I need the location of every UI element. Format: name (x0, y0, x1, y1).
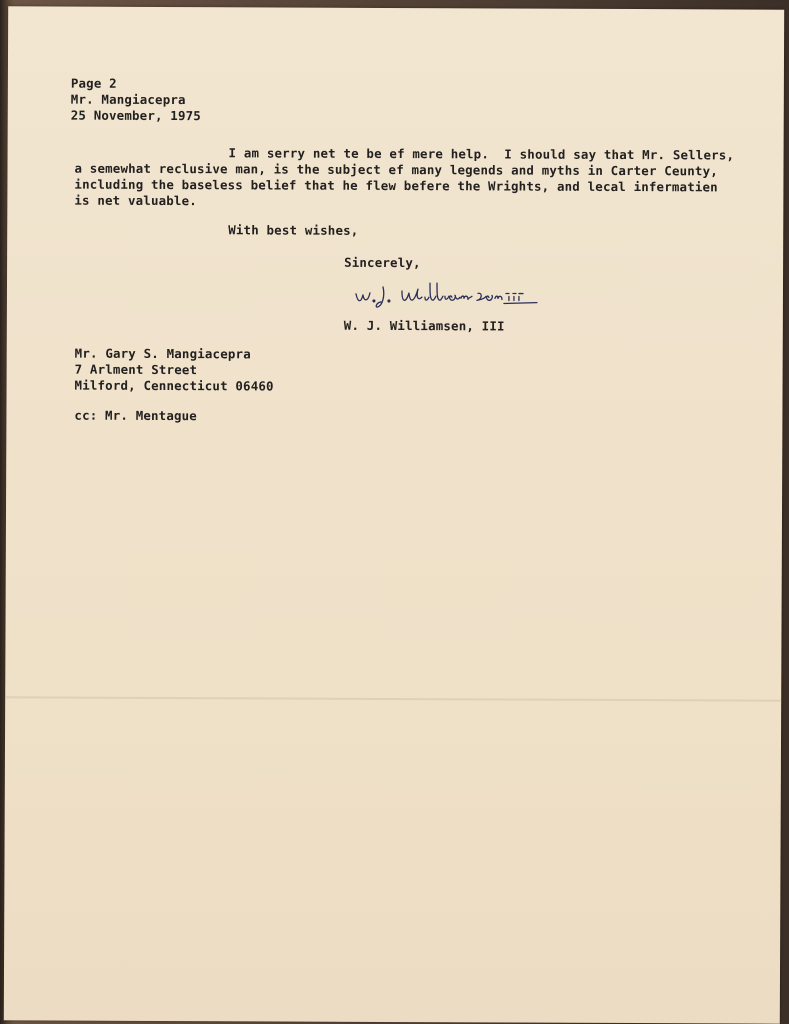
closing-sincerely: Sincerely, (344, 254, 421, 271)
signer-name: W. J. Williamsen, III (343, 317, 505, 334)
cc-line: cc: Mr. Mentague (74, 407, 198, 424)
body-line-1: I am serry net te be ef mere help. I should say that Mr. Sellers, (228, 145, 735, 163)
body-line-4: is net valuable. (74, 192, 197, 209)
page-number: Page 2 (70, 75, 117, 91)
header-recipient: Mr. Mangiacepra (70, 91, 186, 108)
body-line-3: including the baseless belief that he flew befere the Wrights, and lecal infermatien (74, 176, 718, 195)
closing-wishes: With best wishes, (228, 222, 359, 238)
address-name: Mr. Gary S. Mangiacepra (74, 345, 251, 362)
address-street: 7 Arlment Street (74, 361, 198, 378)
handwritten-signature (352, 279, 542, 312)
address-city: Milford, Cennecticut 06460 (74, 377, 274, 394)
letter-page (4, 6, 784, 1023)
letter-date: 25 November, 1975 (70, 107, 201, 124)
body-line-2: a semewhat reclusive man, is the subject ef many legends and myths in Carter Ceunty, (74, 160, 718, 179)
